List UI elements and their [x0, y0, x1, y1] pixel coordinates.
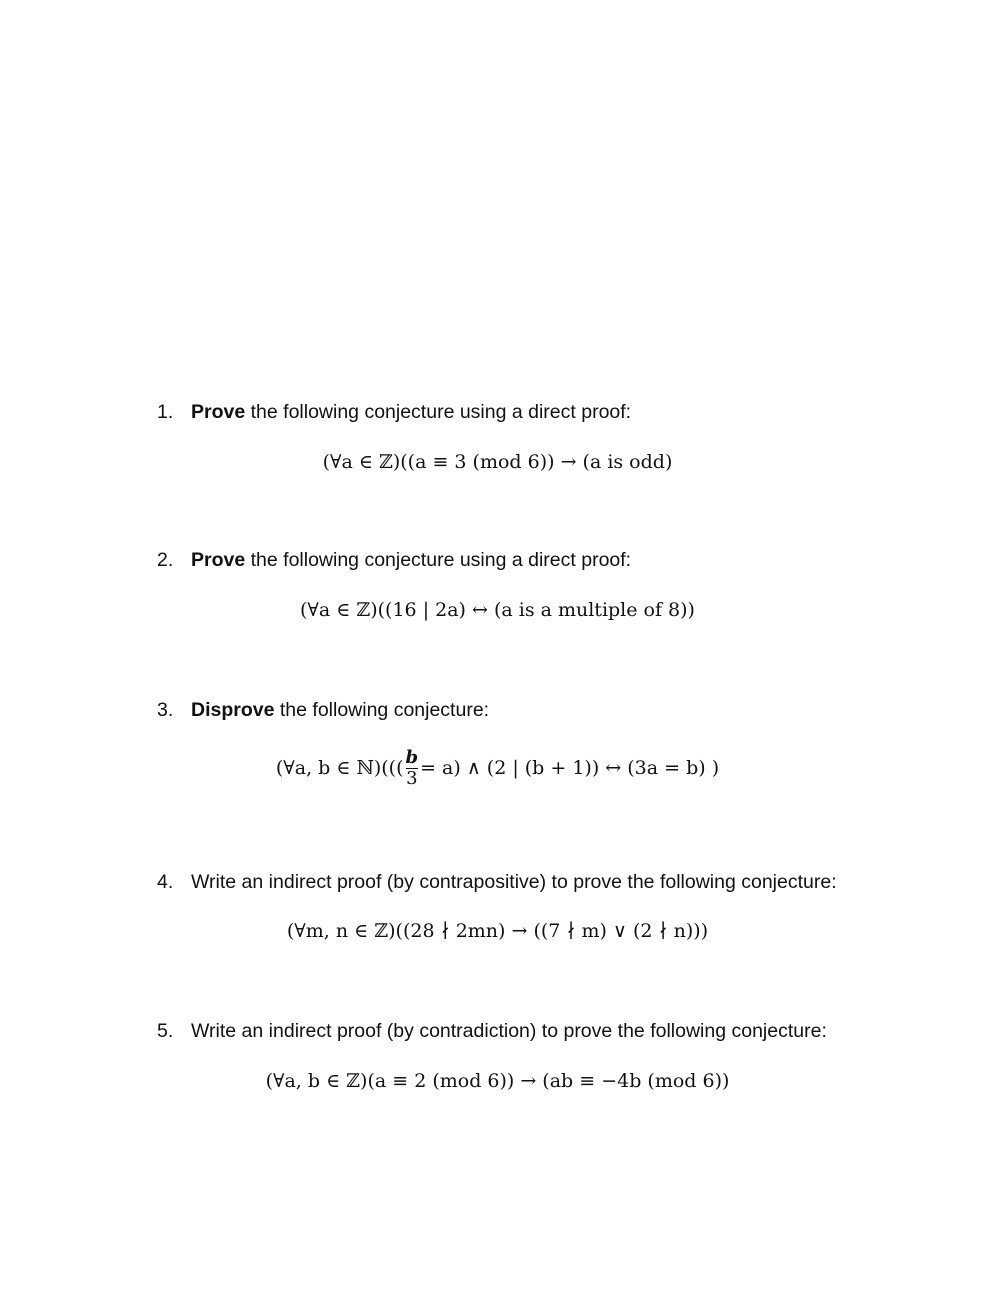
problem-5-formula [0, 1068, 995, 1094]
problem-instruction: the following conjecture using a direct proof: [245, 549, 632, 571]
problem-number: 3. [157, 699, 174, 721]
problem-instruction: the following conjecture using a direct proof: [245, 401, 632, 423]
problem-3-prompt [157, 698, 489, 722]
formula-text: (∀m, n ∈ ℤ)((28 ∤ 2mn) → ((7 ∤ m) ∨ (2 ∤ n))) [286, 920, 709, 942]
problem-number: 1. [157, 401, 174, 423]
formula-text: (∀a, b ∈ ℤ)(a ≡ 2 (mod 6)) → (ab ≡ −4b (mod 6)) [265, 1070, 730, 1092]
problem-4-formula [0, 918, 995, 944]
problem-4-prompt [157, 870, 837, 894]
problem-3-formula [0, 748, 995, 789]
problem-verb: Prove [191, 549, 246, 571]
formula-text: (∀a ∈ ℤ)((a ≡ 3 (mod 6)) → (a is odd) [322, 451, 673, 473]
problem-1-prompt [157, 400, 631, 424]
fraction [406, 748, 419, 789]
fraction-numerator: b [405, 747, 419, 768]
problem-verb: Disprove [191, 699, 275, 721]
problem-instruction: the following conjecture: [274, 699, 490, 721]
problem-number: 4. [157, 871, 174, 893]
problem-number: 5. [157, 1020, 174, 1042]
problem-number: 2. [157, 549, 174, 571]
problem-2-prompt [157, 548, 631, 572]
formula-suffix: = a) ∧ (2 | (b + 1)) ↔ (3a = b) ) [420, 756, 720, 779]
formula-prefix: (∀a, b ∈ ℕ)((( [275, 756, 404, 779]
problem-verb: Prove [191, 401, 246, 423]
formula-text: (∀a ∈ ℤ)((16 | 2a) ↔ (a is a multiple of 8)) [300, 599, 695, 621]
problem-instruction: Write an indirect proof (by contrapositive) to prove the following conjecture: [191, 871, 837, 893]
problem-2-formula [0, 597, 995, 623]
problem-1-formula [0, 449, 995, 475]
problem-5-prompt [157, 1019, 827, 1043]
fraction-denominator: 3 [406, 768, 418, 789]
problem-instruction: Write an indirect proof (by contradiction) to prove the following conjecture: [191, 1020, 827, 1042]
